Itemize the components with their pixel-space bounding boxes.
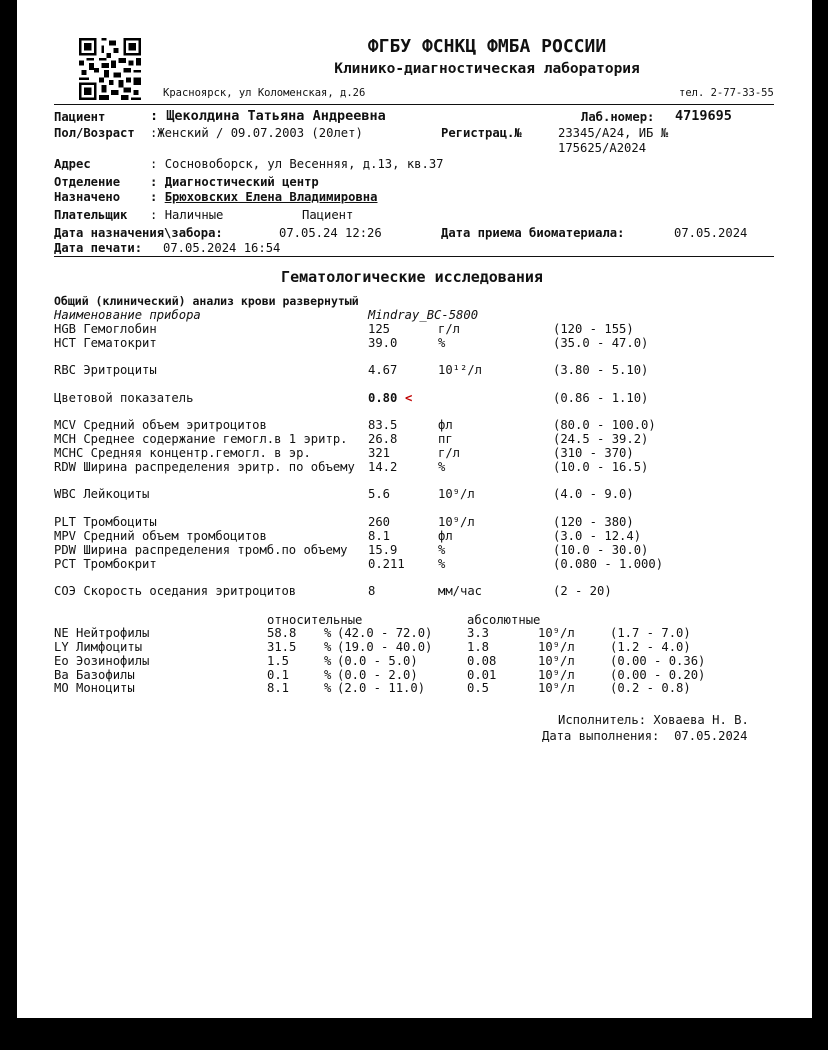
org-phone: тел. 2-77-33-55 — [679, 87, 774, 99]
result-value: 321 — [368, 446, 391, 460]
diff-abs-range: (0.00 - 0.20) — [610, 668, 706, 682]
result-range: (0.080 - 1.000) — [553, 557, 664, 571]
result-name: HCT Гематокрит — [54, 336, 157, 350]
diff-abs-unit: 10⁹/л — [538, 668, 575, 682]
result-range: (4.0 - 9.0) — [553, 487, 634, 501]
payer-type: Пациент — [302, 208, 354, 222]
receive-date: 07.05.2024 — [674, 226, 748, 240]
diff-abs-unit: 10⁹/л — [538, 626, 575, 640]
result-range: (310 - 370) — [553, 446, 634, 460]
lab-title: Клинико-диагностическая лаборатория — [334, 61, 640, 77]
diff-abs: 0.5 — [467, 681, 490, 695]
diff-name: MO Моноциты — [54, 681, 135, 695]
diff-name: Ba Базофилы — [54, 668, 135, 682]
reg-label: Регистрац.№ — [441, 126, 522, 140]
diff-rel-unit: % — [324, 626, 332, 640]
divider — [54, 104, 774, 105]
result-value: 83.5 — [368, 418, 398, 432]
org-title: ФГБУ ФСНКЦ ФМБА РОССИИ — [367, 36, 607, 57]
labno-label: Лаб.номер: — [581, 110, 655, 124]
patient-label: Пациент — [54, 110, 106, 124]
result-value: 8 — [368, 584, 376, 598]
result-unit: г/л — [438, 446, 461, 460]
performer: Исполнитель: Ховаева Н. В. — [558, 713, 749, 727]
diff-rel: 8.1 — [267, 681, 290, 695]
device-value: Mindray_BC-5800 — [368, 308, 479, 322]
diff-abs-range: (1.7 - 7.0) — [610, 626, 691, 640]
result-range: (3.80 - 5.10) — [553, 363, 649, 377]
result-range: (24.5 - 39.2) — [553, 432, 649, 446]
result-unit: фл — [438, 529, 453, 543]
result-range: (120 - 155) — [553, 322, 634, 336]
diff-name: NE Нейтрофилы — [54, 626, 150, 640]
order-date-label: Дата назначения\забора: — [54, 226, 223, 240]
receive-date-label: Дата приема биоматериала: — [441, 226, 625, 240]
diff-rel-range: (42.0 - 72.0) — [337, 626, 433, 640]
diff-abs: 0.01 — [467, 668, 497, 682]
result-unit: % — [438, 460, 446, 474]
result-value: 14.2 — [368, 460, 398, 474]
diff-abs: 3.3 — [467, 626, 490, 640]
result-range: (0.86 - 1.10) — [553, 391, 649, 405]
assigned-value: : Брюховских Елена Владимировна — [150, 190, 378, 204]
result-value: 4.67 — [368, 363, 398, 377]
result-unit: % — [438, 543, 446, 557]
result-value: 26.8 — [368, 432, 398, 446]
dept-label: Отделение — [54, 175, 121, 189]
divider — [54, 256, 774, 257]
order-date: 07.05.24 12:26 — [279, 226, 382, 240]
result-unit: мм/час — [438, 584, 483, 598]
diff-rel-range: (0.0 - 5.0) — [337, 654, 418, 668]
diff-name: LY Лимфоциты — [54, 640, 143, 654]
diff-rel: 31.5 — [267, 640, 297, 654]
result-name: PCT Тромбокрит — [54, 557, 157, 571]
diff-rel-range: (2.0 - 11.0) — [337, 681, 426, 695]
result-unit: % — [438, 557, 446, 571]
diff-abs-range: (0.2 - 0.8) — [610, 681, 691, 695]
result-value: 0.80 — [368, 391, 398, 405]
result-name: MCH Среднее содержание гемогл.в 1 эритр. — [54, 432, 348, 446]
result-value: 0.211 — [368, 557, 405, 571]
result-flag: < — [405, 391, 413, 405]
result-unit: 10⁹/л — [438, 515, 475, 529]
diff-rel-unit: % — [324, 654, 332, 668]
result-name: MPV Средний объем тромбоцитов — [54, 529, 267, 543]
result-unit: % — [438, 336, 446, 350]
diff-name: Eo Эозинофилы — [54, 654, 150, 668]
payer-value: : Наличные — [150, 208, 224, 222]
result-range: (10.0 - 30.0) — [553, 543, 649, 557]
result-name: MCV Средний объем эритроцитов — [54, 418, 267, 432]
assigned-label: Назначено — [54, 190, 121, 204]
result-value: 125 — [368, 322, 391, 336]
diff-abs-range: (1.2 - 4.0) — [610, 640, 691, 654]
diff-rel-range: (0.0 - 2.0) — [337, 668, 418, 682]
print-date: 07.05.2024 16:54 — [163, 241, 281, 255]
result-name: PDW Ширина распределения тромб.по объему — [54, 543, 348, 557]
result-value: 39.0 — [368, 336, 398, 350]
diff-abs: 0.08 — [467, 654, 497, 668]
device-label: Наименование прибора — [54, 308, 201, 322]
result-unit: г/л — [438, 322, 461, 336]
diff-rel-range: (19.0 - 40.0) — [337, 640, 433, 654]
result-value: 8.1 — [368, 529, 391, 543]
result-name: RDW Ширина распределения эритр. по объему — [54, 460, 355, 474]
result-name: WBC Лейкоциты — [54, 487, 150, 501]
labno-value: 4719695 — [675, 108, 732, 124]
diff-abs-unit: 10⁹/л — [538, 640, 575, 654]
section-title: Гематологические исследования — [281, 268, 543, 286]
sexage-value: :Женский / 09.07.2003 (20лет) — [150, 126, 363, 140]
diff-abs: 1.8 — [467, 640, 490, 654]
sexage-label: Пол/Возраст — [54, 126, 135, 140]
result-unit: пг — [438, 432, 453, 446]
result-name: PLT Тромбоциты — [54, 515, 157, 529]
result-value: 260 — [368, 515, 391, 529]
result-range: (120 - 380) — [553, 515, 634, 529]
org-address: Красноярск, ул Коломенская, д.26 — [163, 87, 366, 99]
diff-header-absolute: абсолютные — [467, 613, 541, 627]
result-name: RBC Эритроциты — [54, 363, 157, 377]
result-unit: 10⁹/л — [438, 487, 475, 501]
analysis-title: Общий (клинический) анализ крови развернутый — [54, 294, 359, 308]
reg-value-1: 23345/А24, ИБ № — [558, 126, 669, 140]
diff-abs-range: (0.00 - 0.36) — [610, 654, 706, 668]
payer-label: Плательщик — [54, 208, 128, 222]
patient-name: : Щеколдина Татьяна Андреевна — [150, 108, 386, 124]
lab-report-page — [17, 0, 812, 1018]
result-range: (80.0 - 100.0) — [553, 418, 656, 432]
address-label: Адрес — [54, 157, 91, 171]
result-name: СОЭ Скорость оседания эритроцитов — [54, 584, 297, 598]
result-range: (2 - 20) — [553, 584, 612, 598]
diff-rel: 58.8 — [267, 626, 297, 640]
diff-abs-unit: 10⁹/л — [538, 654, 575, 668]
result-unit: 10¹²/л — [438, 363, 483, 377]
done-date: Дата выполнения: 07.05.2024 — [542, 729, 748, 743]
diff-rel-unit: % — [324, 668, 332, 682]
print-date-label: Дата печати: — [54, 241, 143, 255]
dept-value: : Диагностический центр — [150, 175, 319, 189]
diff-rel-unit: % — [324, 681, 332, 695]
result-value: 5.6 — [368, 487, 391, 501]
diff-rel-unit: % — [324, 640, 332, 654]
qr-code-icon — [79, 38, 141, 100]
diff-header-relative: относительные — [267, 613, 363, 627]
result-value: 15.9 — [368, 543, 398, 557]
address-value: : Сосновоборск, ул Весенняя, д.13, кв.37 — [150, 157, 444, 171]
result-name: HGB Гемоглобин — [54, 322, 157, 336]
reg-value-2: 175625/А2024 — [558, 141, 647, 155]
result-unit: фл — [438, 418, 453, 432]
diff-rel: 0.1 — [267, 668, 290, 682]
result-range: (3.0 - 12.4) — [553, 529, 642, 543]
result-name: MCHC Средняя концентр.гемогл. в эр. — [54, 446, 311, 460]
diff-abs-unit: 10⁹/л — [538, 681, 575, 695]
result-name: Цветовой показатель — [54, 391, 194, 405]
result-range: (35.0 - 47.0) — [553, 336, 649, 350]
diff-rel: 1.5 — [267, 654, 290, 668]
result-range: (10.0 - 16.5) — [553, 460, 649, 474]
